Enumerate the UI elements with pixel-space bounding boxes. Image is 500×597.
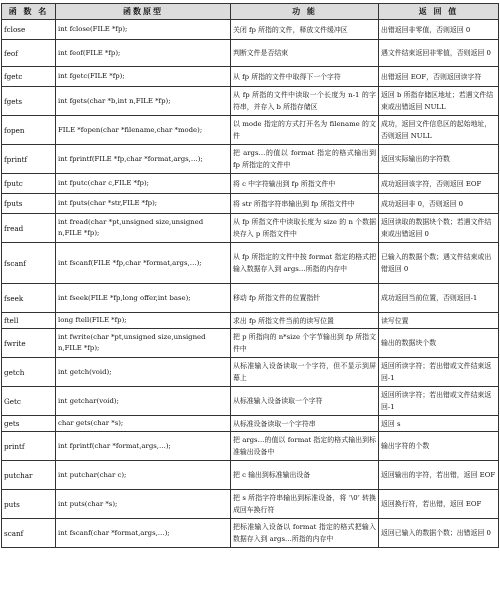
function-prototype: long ftell(FILE *fp); xyxy=(56,313,231,329)
function-name: gets xyxy=(2,416,56,432)
function-name: fprintf xyxy=(2,145,56,174)
function-name: fseek xyxy=(2,284,56,313)
function-description: 将 str 所指字符串输出到 fp 所指文件中 xyxy=(231,194,379,214)
header-return: 返 回 值 xyxy=(379,4,499,20)
table-row xyxy=(2,87,499,116)
function-prototype: int fread(char *pt,unsigned size,unsigned n,FILE *fp); xyxy=(56,214,231,243)
function-name: fgets xyxy=(2,87,56,116)
function-name: fread xyxy=(2,214,56,243)
return-value: 返回输出的字符，若出错，返回 EOF xyxy=(379,461,499,490)
function-description: 把 p 所指向的 n*size 个字节输出到 fp 所指文件中 xyxy=(231,329,379,358)
return-value: 已输入的数据个数；遇文件结束或出错返回 0 xyxy=(379,243,499,284)
return-value: 读写位置 xyxy=(379,313,499,329)
table-row xyxy=(2,67,499,87)
function-description: 以 mode 指定的方式打开名为 filename 的文件 xyxy=(231,116,379,145)
function-prototype: int fclose(FILE *fp); xyxy=(56,20,231,40)
function-description: 判断文件是否结束 xyxy=(231,40,379,67)
function-name: scanf xyxy=(2,519,56,548)
return-value: 返回读取的数据块个数；若遇文件结束或出错返回 0 xyxy=(379,214,499,243)
function-description: 从 fp 所指的文件中读取一个长度为 n-1 的字符串，并存入 b 所指存储区 xyxy=(231,87,379,116)
table-row xyxy=(2,145,499,174)
function-description: 从 fp 所指定的文件中按 format 指定的格式把输入数据存入到 args…所指的内存中 xyxy=(231,243,379,284)
function-prototype: int fseek(FILE *fp,long offer,int base); xyxy=(56,284,231,313)
table-row xyxy=(2,387,499,416)
return-value: 遇文件结束返回非零值，否则返回 0 xyxy=(379,40,499,67)
function-prototype: int getch(void); xyxy=(56,358,231,387)
table-header-row xyxy=(2,4,499,20)
table-row xyxy=(2,116,499,145)
table-row xyxy=(2,40,499,67)
function-prototype: int fprintf(FILE *fp,char *format,args,…); xyxy=(56,145,231,174)
return-value: 出错返回非零值，否则返回 0 xyxy=(379,20,499,40)
return-value: 输出的数据块个数 xyxy=(379,329,499,358)
function-name: fwrite xyxy=(2,329,56,358)
return-value: 返回换行符，若出错，返回 EOF xyxy=(379,490,499,519)
function-prototype: int fwrite(char *pt,unsigned size,unsigned n,FILE *fp); xyxy=(56,329,231,358)
function-description: 从 fp 所指文件中读取长度为 size 的 n 个数据块存入 p 所指文件中 xyxy=(231,214,379,243)
function-name: fopen xyxy=(2,116,56,145)
table-row xyxy=(2,461,499,490)
function-prototype: int fgetc(FILE *fp); xyxy=(56,67,231,87)
table-row xyxy=(2,490,499,519)
function-prototype: int fgets(char *b,int n,FILE *fp); xyxy=(56,87,231,116)
return-value: 返回所读字符；若出错或文件结束返回-1 xyxy=(379,387,499,416)
table-row xyxy=(2,329,499,358)
function-prototype: int puts(char *s); xyxy=(56,490,231,519)
function-description: 把 c 输出到标准输出设备 xyxy=(231,461,379,490)
function-name: fscanf xyxy=(2,243,56,284)
function-prototype: int feof(FILE *fp); xyxy=(56,40,231,67)
function-name: ftell xyxy=(2,313,56,329)
function-description: 从标准设备读取一个字符串 xyxy=(231,416,379,432)
table-row xyxy=(2,20,499,40)
return-value: 成功返回当前位置，否则返回-1 xyxy=(379,284,499,313)
table-row xyxy=(2,519,499,548)
return-value: 输出字符的个数 xyxy=(379,432,499,461)
return-value: 成功返回非 0，否则返回 0 xyxy=(379,194,499,214)
header-prototype: 函数原型 xyxy=(56,4,231,20)
function-name: fputc xyxy=(2,174,56,194)
function-name: fclose xyxy=(2,20,56,40)
function-prototype: int putchar(char c); xyxy=(56,461,231,490)
function-prototype: char gets(char *s); xyxy=(56,416,231,432)
function-name: fgetc xyxy=(2,67,56,87)
function-description: 从 fp 所指的文件中取得下一个字符 xyxy=(231,67,379,87)
return-value: 返回已输入的数据个数；出错返回 0 xyxy=(379,519,499,548)
function-prototype: int fputc(char c,FILE *fp); xyxy=(56,174,231,194)
return-value: 返回 b 所指存储区地址；若遇文件结束或出错返回 NULL xyxy=(379,87,499,116)
function-description: 把 args…的值以 format 指定的格式输出到 fp 所指定的文件中 xyxy=(231,145,379,174)
function-description: 将 c 中字符输出到 fp 所指文件中 xyxy=(231,174,379,194)
table-row xyxy=(2,432,499,461)
return-value: 返回所读字符；若出错或文件结束返回-1 xyxy=(379,358,499,387)
function-prototype: int fprintf(char *format,args,…); xyxy=(56,432,231,461)
return-value: 返回 s xyxy=(379,416,499,432)
return-value: 出错返回 EOF，否则返回读字符 xyxy=(379,67,499,87)
function-description: 把 s 所指字符串输出到标准设备，将 ‘\0’ 转换成回车换行符 xyxy=(231,490,379,519)
function-name: puts xyxy=(2,490,56,519)
function-prototype: int fputs(char *str,FILE *fp); xyxy=(56,194,231,214)
function-description: 求出 fp 所指文件当前的读写位置 xyxy=(231,313,379,329)
function-description: 把标准输入设备以 format 指定的格式把输入数据存入到 args…所指的内存中 xyxy=(231,519,379,548)
table-row xyxy=(2,174,499,194)
return-value: 成功返回该字符，否则返回 EOF xyxy=(379,174,499,194)
return-value: 成功，返回文件信息区的起始地址，否则返回 NULL xyxy=(379,116,499,145)
return-value: 返回实际输出的字符数 xyxy=(379,145,499,174)
table-row xyxy=(2,313,499,329)
function-name: getch xyxy=(2,358,56,387)
function-description: 把 args…的值以 format 指定的格式输出到标准输出设备中 xyxy=(231,432,379,461)
function-name: feof xyxy=(2,40,56,67)
function-description: 从标准输入设备读取一个字符，但不显示到屏幕上 xyxy=(231,358,379,387)
function-description: 关闭 fp 所指的文件，释放文件缓冲区 xyxy=(231,20,379,40)
function-name: fputs xyxy=(2,194,56,214)
function-table xyxy=(1,3,499,548)
function-prototype: int fscanf(char *format,args,…); xyxy=(56,519,231,548)
table-row xyxy=(2,358,499,387)
function-description: 移动 fp 所指文件的位置指针 xyxy=(231,284,379,313)
function-prototype: FILE *fopen(char *filename,char *mode); xyxy=(56,116,231,145)
function-name: putchar xyxy=(2,461,56,490)
table-row xyxy=(2,214,499,243)
header-name: 函 数 名 xyxy=(2,4,56,20)
function-prototype: int fscanf(FILE *fp,char *format,args,…); xyxy=(56,243,231,284)
header-function: 功 能 xyxy=(231,4,379,20)
function-prototype: int getchar(void); xyxy=(56,387,231,416)
table-row xyxy=(2,416,499,432)
table-row xyxy=(2,243,499,284)
table-row xyxy=(2,194,499,214)
function-description: 从标准输入设备读取一个字符 xyxy=(231,387,379,416)
table-row xyxy=(2,284,499,313)
function-name: printf xyxy=(2,432,56,461)
function-name: Getc xyxy=(2,387,56,416)
